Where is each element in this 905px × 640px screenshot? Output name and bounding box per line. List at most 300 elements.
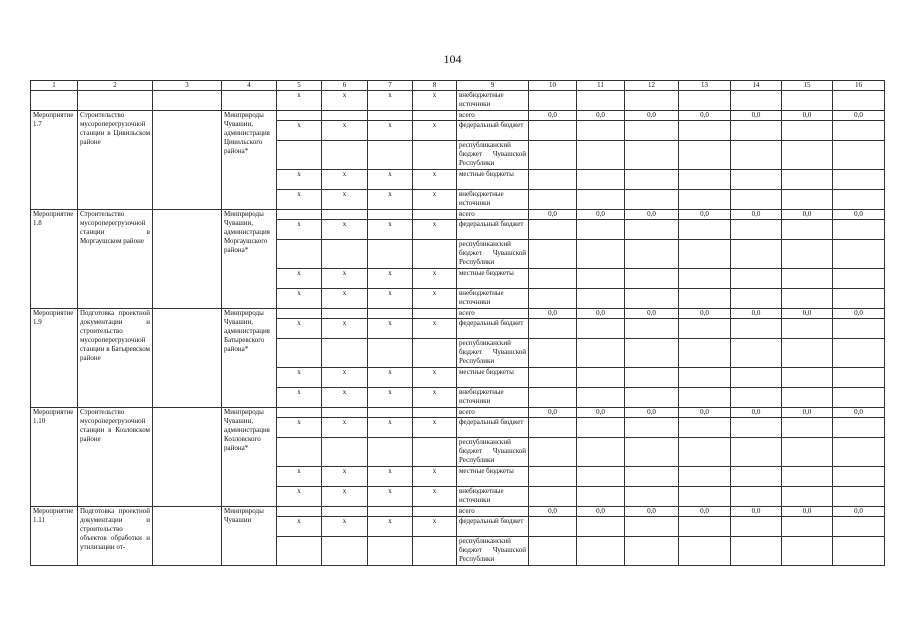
value-cell: 0,0 [577,408,625,418]
empty-cell [679,467,731,487]
empty-cell [679,170,731,190]
empty-cell [529,537,577,566]
column-header: 9 [457,81,529,91]
header-row [31,81,885,91]
empty-cell [577,368,625,388]
measure-name: Строительство мусороперегрузочной станции в Козловском районе [78,408,153,507]
value-cell: 0,0 [833,507,885,517]
empty-cell [833,388,885,408]
empty-cell [529,141,577,170]
mark-cell: x [277,517,322,537]
mark-cell: x [413,487,457,507]
source-label: федеральный бюджет [457,220,529,240]
value-cell: 0,0 [679,210,731,220]
mark-cell: x [413,388,457,408]
column-header: 14 [731,81,782,91]
mark-cell: x [413,170,457,190]
measure-executor: Минприроды Чувашии, администрация Батыревского района* [222,309,277,408]
mark-cell: x [277,121,322,141]
empty-cell [679,438,731,467]
empty-cell [577,220,625,240]
mark-cell: x [322,319,368,339]
empty-cell [731,438,782,467]
value-cell: 0,0 [782,111,833,121]
mark-cell: x [413,467,457,487]
empty-cell [625,240,679,269]
measure-executor: Минприроды Чувашии [222,507,277,566]
empty-cell [577,240,625,269]
empty-cell [731,537,782,566]
empty-cell [782,339,833,368]
value-cell: 0,0 [529,507,577,517]
empty-cell [322,507,368,517]
empty-cell [833,269,885,289]
measure-code: Мероприятие 1.9 [31,309,78,408]
value-cell: 0,0 [529,309,577,319]
empty-cell [782,487,833,507]
empty-cell [368,309,413,319]
empty-cell [529,467,577,487]
empty-cell [529,418,577,438]
empty-cell [782,269,833,289]
empty-cell [782,319,833,339]
empty-cell [679,190,731,210]
empty-cell [782,368,833,388]
mark-cell: x [368,319,413,339]
empty-cell [577,170,625,190]
empty-cell [322,309,368,319]
empty-cell [577,388,625,408]
empty-cell [368,507,413,517]
empty-cell [731,170,782,190]
empty-cell [833,339,885,368]
empty-cell [577,438,625,467]
source-label: местные бюджеты [457,170,529,190]
empty-cell [413,537,457,566]
empty-cell [731,339,782,368]
empty-cell [731,91,782,111]
measure-executor: Минприроды Чувашии, администрация Козловского района* [222,408,277,507]
empty-cell [833,467,885,487]
empty-cell [529,91,577,111]
empty-cell [625,91,679,111]
empty-cell [322,240,368,269]
empty-cell [625,121,679,141]
empty-cell [277,141,322,170]
empty-cell [577,517,625,537]
source-label: республиканский бюджет Чувашской Республики [457,438,529,467]
value-cell: 0,0 [782,408,833,418]
empty-cell [577,418,625,438]
empty-cell [368,408,413,418]
empty-cell [577,467,625,487]
source-label: местные бюджеты [457,467,529,487]
value-cell: 0,0 [679,309,731,319]
column-header: 8 [413,81,457,91]
mark-cell: x [368,388,413,408]
empty-cell [529,487,577,507]
source-label: внебюджетные источники [457,190,529,210]
value-cell: 0,0 [625,309,679,319]
empty-cell [731,467,782,487]
mark-cell: x [277,487,322,507]
mark-cell: x [322,190,368,210]
empty-cell [322,438,368,467]
column-header: 1 [31,81,78,91]
empty-cell [782,91,833,111]
measure-row [31,210,885,220]
value-cell: 0,0 [782,507,833,517]
source-label: местные бюджеты [457,269,529,289]
empty-cell [277,507,322,517]
mark-cell: x [322,170,368,190]
mark-cell: x [368,517,413,537]
mark-cell: x [322,368,368,388]
empty-cell [833,319,885,339]
empty-cell [322,141,368,170]
empty-cell [625,289,679,309]
mark-cell: x [322,517,368,537]
empty-cell [529,388,577,408]
empty-cell [625,220,679,240]
mark-cell: x [368,368,413,388]
measure-code: Мероприятие 1.7 [31,111,78,210]
value-cell: 0,0 [833,408,885,418]
empty-cell [413,210,457,220]
empty-cell [577,121,625,141]
empty-cell [679,368,731,388]
measure-code: Мероприятие 1.11 [31,507,78,566]
value-cell: 0,0 [625,507,679,517]
empty-cell [782,289,833,309]
source-label: республиканский бюджет Чувашской Республики [457,537,529,566]
mark-cell: x [322,121,368,141]
empty-cell [833,190,885,210]
empty-cell [368,210,413,220]
empty-cell [277,111,322,121]
empty-cell [529,339,577,368]
empty-cell [731,289,782,309]
measure-executor: Минприроды Чувашии, администрация Моргаушского района* [222,210,277,309]
empty-cell [731,220,782,240]
mark-cell: x [413,319,457,339]
empty-cell [833,368,885,388]
mark-cell: x [322,220,368,240]
mark-cell: x [277,220,322,240]
mark-cell: x [277,170,322,190]
empty-cell [413,408,457,418]
empty-cell [625,339,679,368]
empty-cell [833,121,885,141]
measure-row [31,111,885,121]
empty-cell [368,111,413,121]
empty-cell [833,418,885,438]
mark-cell: x [413,368,457,388]
column-header: 16 [833,81,885,91]
page-number: 104 [443,52,462,66]
measure-name: Подготовка проектной документации и строительство мусороперегрузочной станции в Батыревском районе [78,309,153,408]
empty-cell [322,408,368,418]
measure-executor: Минприроды Чувашии, администрация Цивильского района* [222,111,277,210]
value-cell: 0,0 [679,408,731,418]
empty-cell [577,269,625,289]
empty-cell [679,121,731,141]
empty-cell [731,418,782,438]
mark-cell: x [413,418,457,438]
column-header: 3 [153,81,222,91]
empty-cell [529,269,577,289]
empty-cell [368,240,413,269]
empty-cell [782,141,833,170]
mark-cell: x [368,467,413,487]
empty-cell [625,269,679,289]
source-label: всего [457,111,529,121]
empty-cell [782,388,833,408]
column-header: 2 [78,81,153,91]
column-header: 13 [679,81,731,91]
source-label: федеральный бюджет [457,418,529,438]
empty-cell [679,91,731,111]
empty-cell [679,388,731,408]
value-cell: 0,0 [529,111,577,121]
empty-cell [577,141,625,170]
value-cell: 0,0 [679,507,731,517]
value-cell: 0,0 [577,111,625,121]
value-cell: 0,0 [577,309,625,319]
mark-cell: x [277,91,322,111]
value-cell: 0,0 [529,408,577,418]
column-header: 7 [368,81,413,91]
empty-cell [413,309,457,319]
empty-cell [277,438,322,467]
measure-code: Мероприятие 1.10 [31,408,78,507]
empty-cell [679,339,731,368]
empty-cell [625,438,679,467]
empty-cell [153,91,222,111]
empty-cell [782,517,833,537]
measure-row [31,309,885,319]
value-cell: 0,0 [731,309,782,319]
empty-cell [833,487,885,507]
empty-cell [529,170,577,190]
empty-cell [529,319,577,339]
mark-cell: x [368,170,413,190]
mark-cell: x [368,220,413,240]
value-cell: 0,0 [625,111,679,121]
empty-cell [413,240,457,269]
column-header: 6 [322,81,368,91]
empty-cell [577,487,625,507]
value-cell: 0,0 [731,408,782,418]
empty-cell [529,121,577,141]
column-header: 12 [625,81,679,91]
empty-cell [577,537,625,566]
mark-cell: x [413,517,457,537]
source-label: республиканский бюджет Чувашской Республики [457,339,529,368]
measure-name: Строительство мусороперегрузочной станции в Цивильском районе [78,111,153,210]
mark-cell: x [413,220,457,240]
source-label: всего [457,309,529,319]
empty-cell [679,487,731,507]
empty-cell [731,487,782,507]
source-label: федеральный бюджет [457,121,529,141]
empty-cell [731,517,782,537]
mark-cell: x [368,91,413,111]
empty-cell [222,91,277,111]
empty-cell [625,467,679,487]
empty-cell [782,170,833,190]
mark-cell: x [322,289,368,309]
source-label: республиканский бюджет Чувашской Республики [457,240,529,269]
column-header: 15 [782,81,833,91]
column-header: 10 [529,81,577,91]
value-cell: 0,0 [731,111,782,121]
empty-cell [782,537,833,566]
empty-cell [833,141,885,170]
mark-cell: x [413,269,457,289]
column-header: 5 [277,81,322,91]
empty-cell [78,91,153,111]
source-label: внебюджетные источники [457,91,529,111]
mark-cell: x [322,487,368,507]
value-cell: 0,0 [731,507,782,517]
mark-cell: x [413,289,457,309]
mark-cell: x [277,368,322,388]
empty-cell [833,517,885,537]
mark-cell: x [322,91,368,111]
value-cell: 0,0 [577,210,625,220]
empty-cell [413,111,457,121]
empty-cell [833,537,885,566]
measure-code: Мероприятие 1.8 [31,210,78,309]
empty-cell [153,210,222,309]
empty-cell [277,537,322,566]
empty-cell [625,368,679,388]
empty-cell [731,269,782,289]
empty-cell [577,339,625,368]
empty-cell [277,309,322,319]
empty-cell [413,141,457,170]
mark-cell: x [413,190,457,210]
empty-cell [782,240,833,269]
value-cell: 0,0 [529,210,577,220]
empty-cell [833,220,885,240]
empty-cell [529,220,577,240]
measure-row [31,507,885,517]
empty-cell [625,319,679,339]
empty-cell [679,289,731,309]
empty-cell [782,418,833,438]
empty-cell [625,388,679,408]
mark-cell: x [322,388,368,408]
mark-cell: x [368,190,413,210]
mark-cell: x [277,190,322,210]
empty-cell [679,269,731,289]
empty-cell [322,111,368,121]
continuation-row [31,91,885,111]
mark-cell: x [277,418,322,438]
empty-cell [731,141,782,170]
empty-cell [625,487,679,507]
column-header: 4 [222,81,277,91]
mark-cell: x [368,269,413,289]
empty-cell [277,339,322,368]
mark-cell: x [277,388,322,408]
empty-cell [782,220,833,240]
empty-cell [833,170,885,190]
empty-cell [31,91,78,111]
empty-cell [731,190,782,210]
source-label: республиканский бюджет Чувашской Республики [457,141,529,170]
empty-cell [529,368,577,388]
empty-cell [529,240,577,269]
empty-cell [833,91,885,111]
empty-cell [577,91,625,111]
source-label: внебюджетные источники [457,487,529,507]
empty-cell [731,121,782,141]
empty-cell [577,190,625,210]
empty-cell [153,408,222,507]
source-label: внебюджетные источники [457,289,529,309]
empty-cell [833,289,885,309]
empty-cell [153,309,222,408]
empty-cell [277,240,322,269]
empty-cell [368,141,413,170]
empty-cell [625,537,679,566]
source-label: федеральный бюджет [457,319,529,339]
source-label: всего [457,210,529,220]
empty-cell [679,517,731,537]
empty-cell [833,438,885,467]
empty-cell [413,507,457,517]
empty-cell [679,141,731,170]
empty-cell [413,339,457,368]
measure-name: Подготовка проектной документации и строительство объектов обработки и утилизации от- [78,507,153,566]
empty-cell [625,141,679,170]
measure-name: Строительство мусороперегрузочной станции в Моргаушском районе [78,210,153,309]
source-label: всего [457,507,529,517]
mark-cell: x [277,467,322,487]
empty-cell [322,210,368,220]
value-cell: 0,0 [625,210,679,220]
empty-cell [529,190,577,210]
mark-cell: x [322,269,368,289]
mark-cell: x [322,467,368,487]
value-cell: 0,0 [782,309,833,319]
empty-cell [625,170,679,190]
empty-cell [153,111,222,210]
mark-cell: x [368,121,413,141]
source-label: федеральный бюджет [457,517,529,537]
column-header: 11 [577,81,625,91]
empty-cell [529,517,577,537]
empty-cell [625,517,679,537]
empty-cell [679,220,731,240]
value-cell: 0,0 [731,210,782,220]
source-label: всего [457,408,529,418]
empty-cell [368,438,413,467]
value-cell: 0,0 [833,111,885,121]
mark-cell: x [368,487,413,507]
value-cell: 0,0 [625,408,679,418]
empty-cell [277,408,322,418]
mark-cell: x [322,418,368,438]
empty-cell [577,289,625,309]
empty-cell [782,438,833,467]
empty-cell [731,240,782,269]
budget-table [30,80,885,566]
empty-cell [782,121,833,141]
